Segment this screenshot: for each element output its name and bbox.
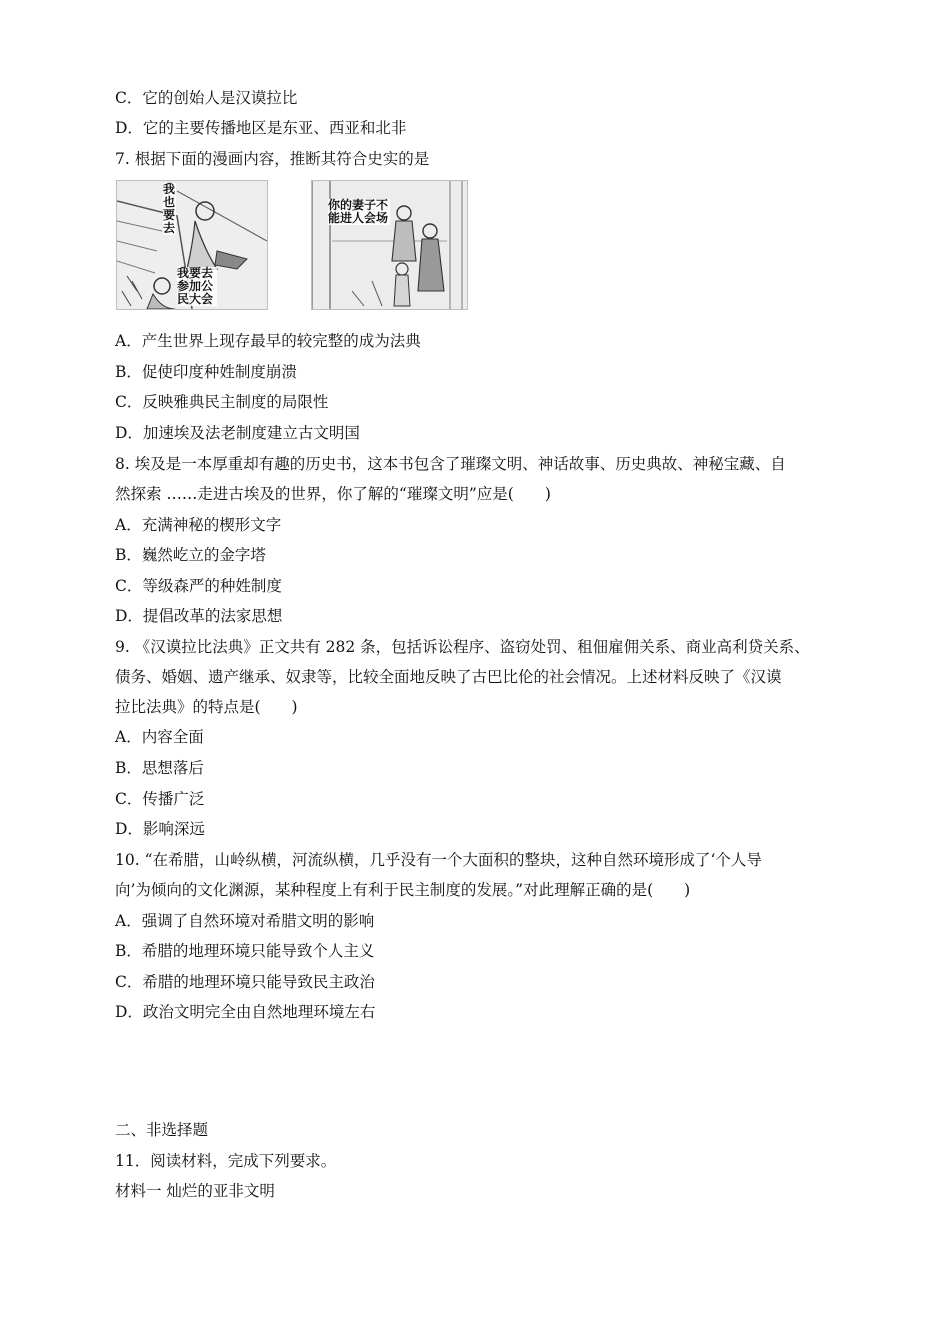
q11-material1: 材料一 灿烂的亚非文明 bbox=[115, 1182, 275, 1200]
q9-stem-line2: 债务、婚姻、遗产继承、奴隶等，比较全面地反映了古巴比伦的社会情况。上述材料反映了《汉谟 bbox=[115, 668, 782, 686]
q10-stem-line1: 10. “在希腊，山岭纵横，河流纵横，几乎没有一个大面积的整块，这种自然环境形成了‘个人导 bbox=[115, 851, 762, 869]
q7-option-b[interactable]: B．促使印度种姓制度崩溃 bbox=[115, 363, 297, 381]
q7-comic-left bbox=[116, 180, 268, 310]
comic-right-bubble: 你的妻子不能进人会场 bbox=[328, 198, 389, 225]
q8-stem-line1: 8. 埃及是一本厚重却有趣的历史书，这本书包含了璀璨文明、神话故事、历史典故、神秘宝藏、自 bbox=[115, 455, 786, 473]
q9-option-d[interactable]: D．影响深远 bbox=[115, 820, 205, 838]
q8-stem-line2: 然探索 ……走进古埃及的世界，你了解的“璀璨文明”应是( ) bbox=[115, 485, 551, 503]
q10-stem-line2: 向’为倾向的文化渊源，某种程度上有利于民主制度的发展。”对此理解正确的是( ) bbox=[115, 881, 691, 899]
q9-option-b[interactable]: B．思想落后 bbox=[115, 759, 204, 777]
q8-option-a[interactable]: A．充满神秘的楔形文字 bbox=[115, 516, 282, 534]
q7-stem: 7. 根据下面的漫画内容，推断其符合史实的是 bbox=[115, 150, 430, 168]
q8-option-d[interactable]: D．提倡改革的法家思想 bbox=[115, 607, 283, 625]
q9-option-a[interactable]: A．内容全面 bbox=[115, 728, 204, 746]
q11-stem: 11．阅读材料，完成下列要求。 bbox=[115, 1152, 337, 1170]
comic-left-bubble-bottom: 我要去参加公民大会 bbox=[177, 267, 217, 306]
section2-heading: 二、非选择题 bbox=[115, 1121, 209, 1139]
comic-left-bubble-top: 我也要去 bbox=[163, 182, 176, 235]
q6-option-d[interactable]: D．它的主要传播地区是东亚、西亚和北非 bbox=[115, 119, 407, 137]
q8-option-b[interactable]: B．巍然屹立的金字塔 bbox=[115, 546, 266, 564]
q10-option-a[interactable]: A．强调了自然环境对希腊文明的影响 bbox=[115, 912, 375, 930]
q10-option-c[interactable]: C．希腊的地理环境只能导致民主政治 bbox=[115, 973, 375, 991]
q7-comic-right bbox=[311, 180, 468, 310]
q10-option-b[interactable]: B．希腊的地理环境只能导致个人主义 bbox=[115, 942, 375, 960]
q7-option-d[interactable]: D．加速埃及法老制度建立古文明国 bbox=[115, 424, 360, 442]
q6-option-c[interactable]: C．它的创始人是汉谟拉比 bbox=[115, 89, 298, 107]
q7-option-c[interactable]: C．反映雅典民主制度的局限性 bbox=[115, 393, 329, 411]
q9-option-c[interactable]: C．传播广泛 bbox=[115, 790, 205, 808]
q9-stem-line1: 9. 《汉谟拉比法典》正文共有 282 条，包括诉讼程序、盗窃处罚、租佃雇佣关系、商业高利贷关系、 bbox=[115, 638, 810, 656]
q8-option-c[interactable]: C．等级森严的种姓制度 bbox=[115, 577, 282, 595]
q10-option-d[interactable]: D．政治文明完全由自然地理环境左右 bbox=[115, 1003, 376, 1021]
q7-option-a[interactable]: A．产生世界上现存最早的较完整的成为法典 bbox=[115, 332, 421, 350]
q9-stem-line3: 拉比法典》的特点是( ) bbox=[115, 698, 298, 716]
